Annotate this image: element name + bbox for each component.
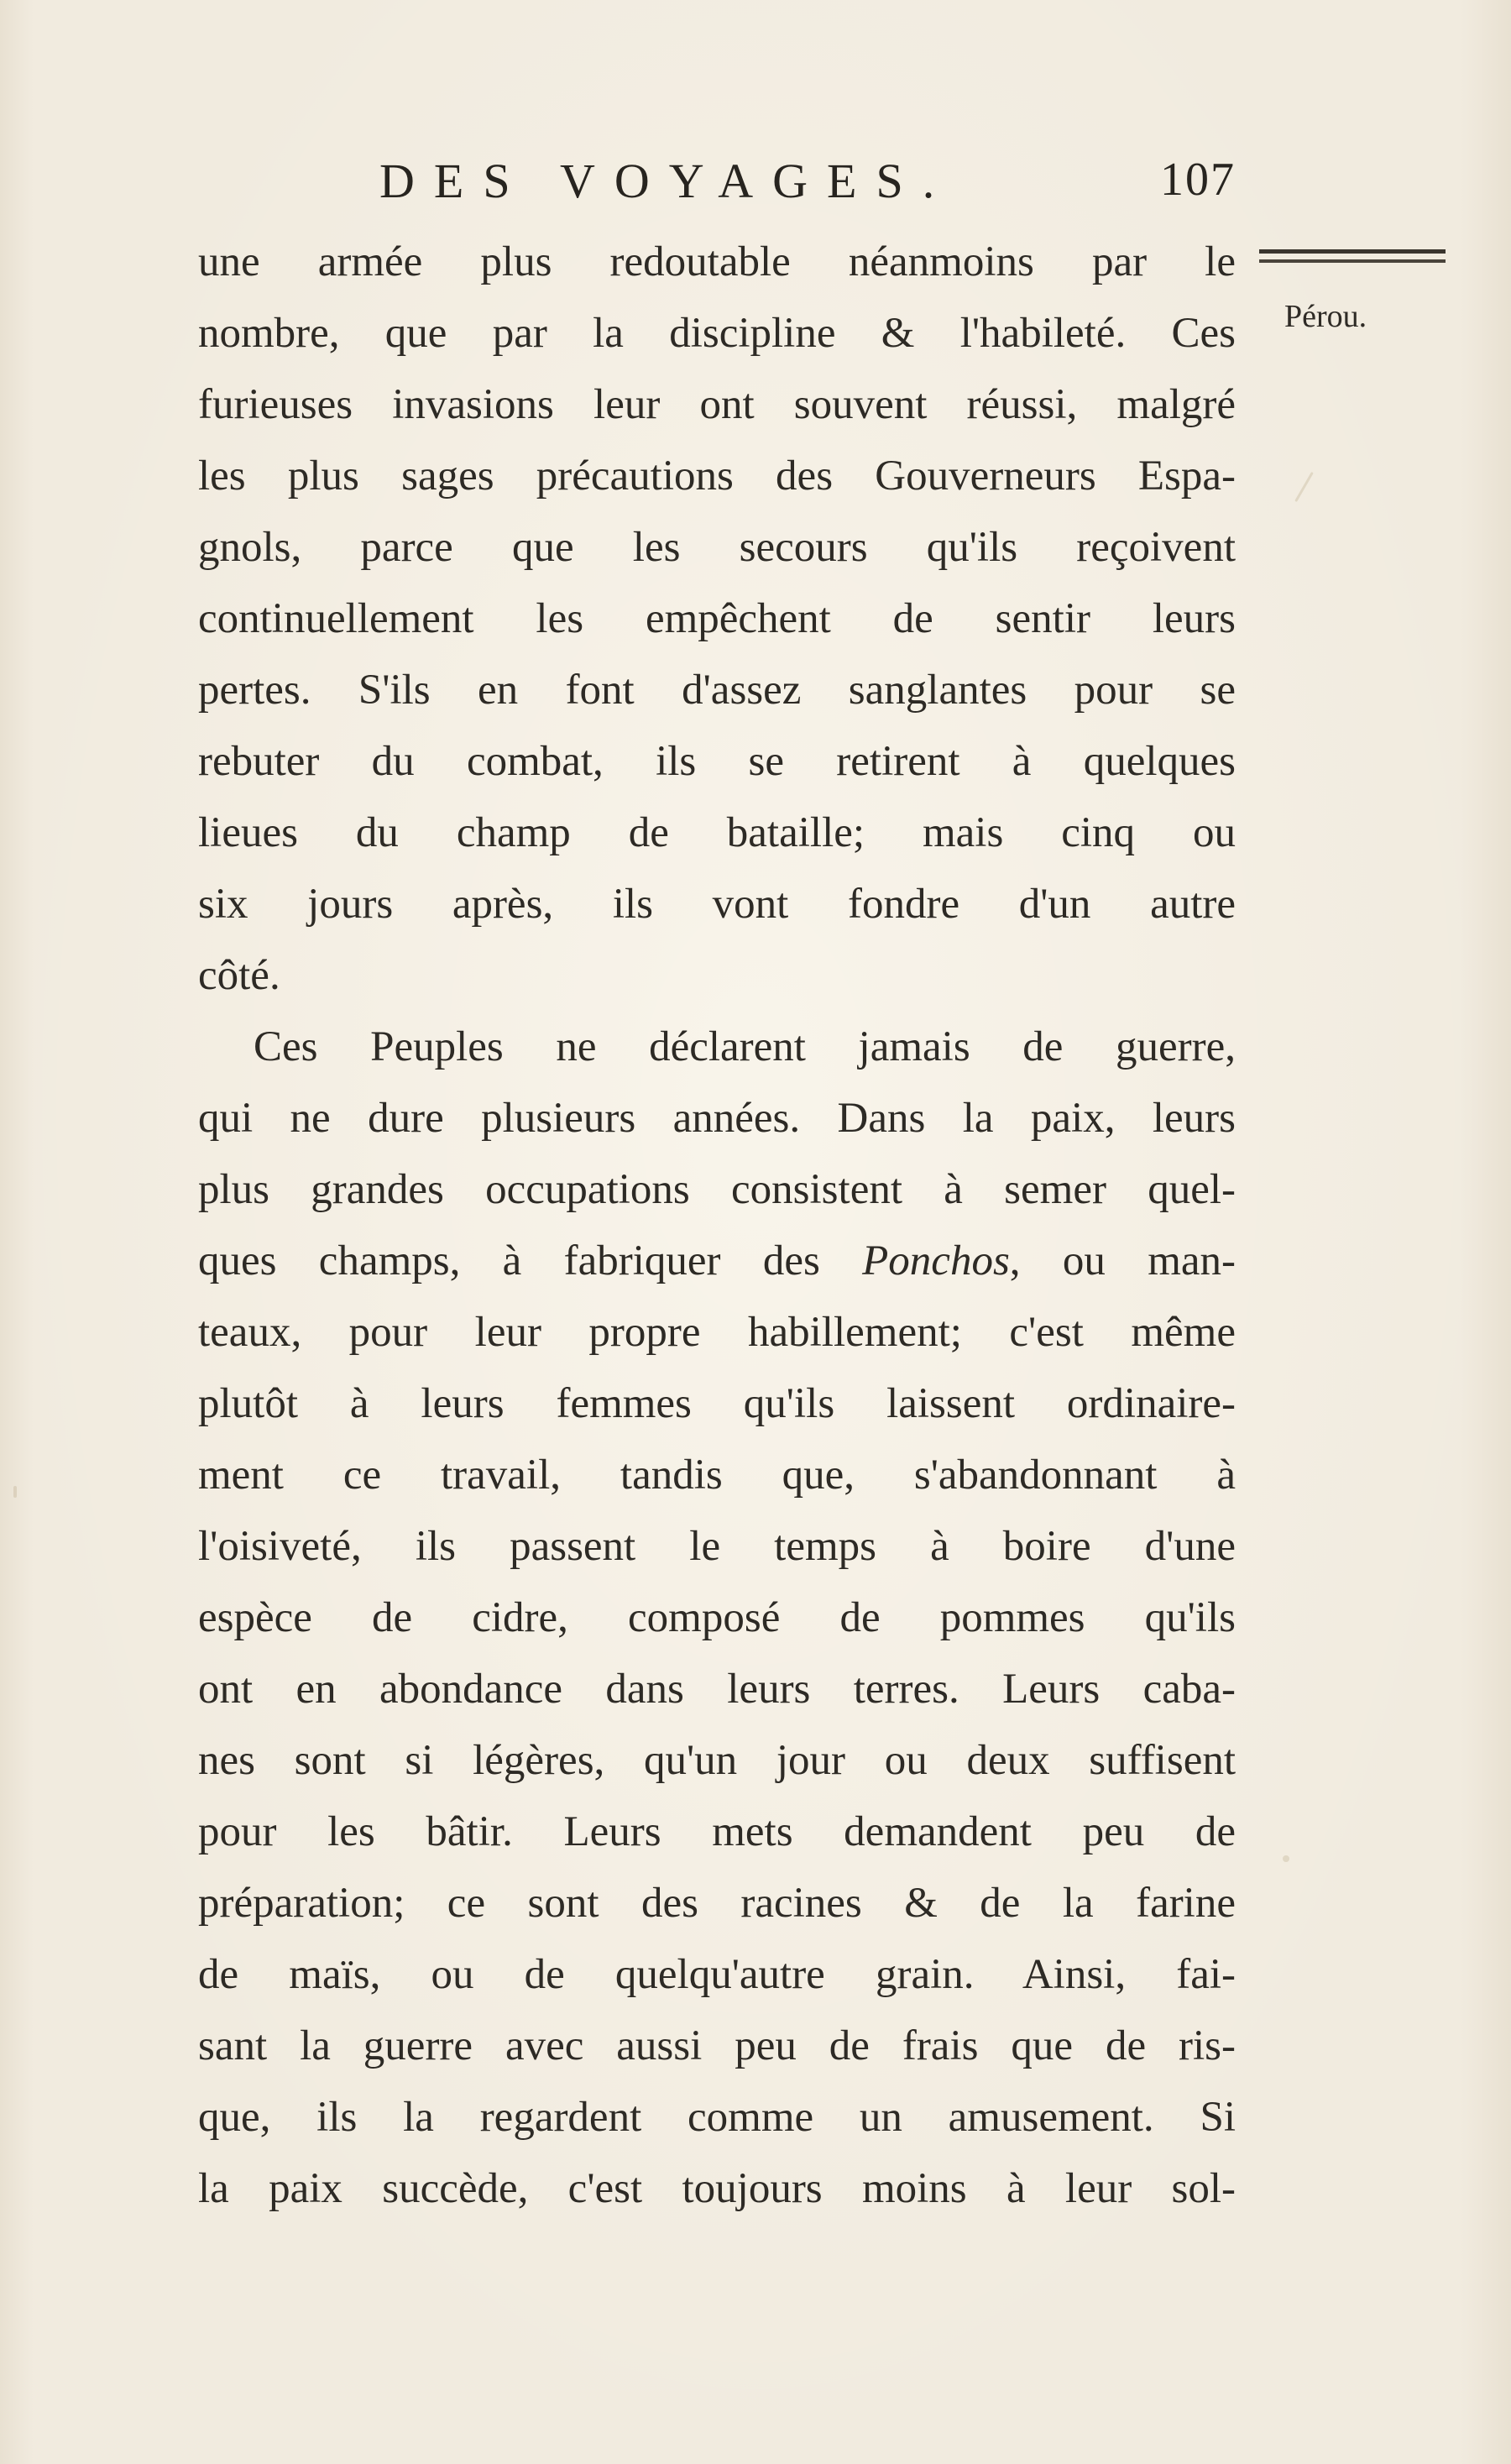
text-line: rebuter du combat, ils se retirent à quelques bbox=[198, 738, 1236, 785]
text-line: qui ne dure plusieurs années. Dans la paix, leurs bbox=[198, 1095, 1236, 1142]
text-line: continuellement les empêchent de sentir leurs bbox=[198, 595, 1236, 642]
text-line: Ces Peuples ne déclarent jamais de guerre, bbox=[254, 1023, 1236, 1070]
text-line: furieuses invasions leur ont souvent réussi, malgré bbox=[198, 381, 1236, 428]
text-line: lieues du champ de bataille; mais cinq ou bbox=[198, 809, 1236, 856]
text-line: de maïs, ou de quelqu'autre grain. Ainsi, fai- bbox=[198, 1951, 1236, 1998]
text-line: pour les bâtir. Leurs mets demandent peu de bbox=[198, 1808, 1236, 1855]
margin-note: Pérou. bbox=[1284, 299, 1367, 334]
text-line: sant la guerre avec aussi peu de frais que de ris- bbox=[198, 2022, 1236, 2069]
running-head bbox=[198, 141, 1236, 217]
running-title: DES VOYAGES. bbox=[379, 154, 954, 208]
italic-word: Ponchos bbox=[862, 1237, 1010, 1284]
text-line: nombre, que par la discipline & l'habileté. Ces bbox=[198, 310, 1236, 357]
text-line: ment ce travail, tandis que, s'abandonnant à bbox=[198, 1452, 1236, 1499]
text-line: plus grandes occupations consistent à semer quel- bbox=[198, 1166, 1236, 1213]
margin-ornament-rule bbox=[1259, 249, 1446, 263]
text-line: une armée plus redoutable néanmoins par le bbox=[198, 238, 1236, 285]
text-line: côté. bbox=[198, 952, 280, 999]
text-line: pertes. S'ils en font d'assez sanglantes pour se bbox=[198, 667, 1236, 714]
text-line: gnols, parce que les secours qu'ils reçoivent bbox=[198, 524, 1236, 571]
text-line: espèce de cidre, composé de pommes qu'ils bbox=[198, 1594, 1236, 1641]
text-line: six jours après, ils vont fondre d'un autre bbox=[198, 881, 1236, 928]
text-line: l'oisiveté, ils passent le temps à boire d'une bbox=[198, 1523, 1236, 1570]
paper-spot bbox=[1283, 1855, 1289, 1862]
body-text bbox=[198, 227, 1236, 2225]
text-line: que, ils la regardent comme un amusement. Si bbox=[198, 2094, 1236, 2141]
text-line: teaux, pour leur propre habillement; c'est même bbox=[198, 1309, 1236, 1356]
text-line: plutôt à leurs femmes qu'ils laissent ordinaire- bbox=[198, 1380, 1236, 1427]
paper-spot bbox=[1294, 472, 1314, 502]
text-line: préparation; ce sont des racines & de la farine bbox=[198, 1880, 1236, 1927]
text-line: la paix succède, c'est toujours moins à leur sol- bbox=[198, 2165, 1236, 2212]
text-line: nes sont si légères, qu'un jour ou deux suffisent bbox=[198, 1737, 1236, 1784]
paper-spot bbox=[13, 1486, 17, 1498]
text-line: ques champs, à fabriquer des Ponchos, ou man- bbox=[198, 1237, 1236, 1284]
page-number: 107 bbox=[1160, 154, 1236, 206]
text-line: les plus sages précautions des Gouverneurs Espa- bbox=[198, 453, 1236, 500]
text-line: ont en abondance dans leurs terres. Leurs caba- bbox=[198, 1666, 1236, 1713]
